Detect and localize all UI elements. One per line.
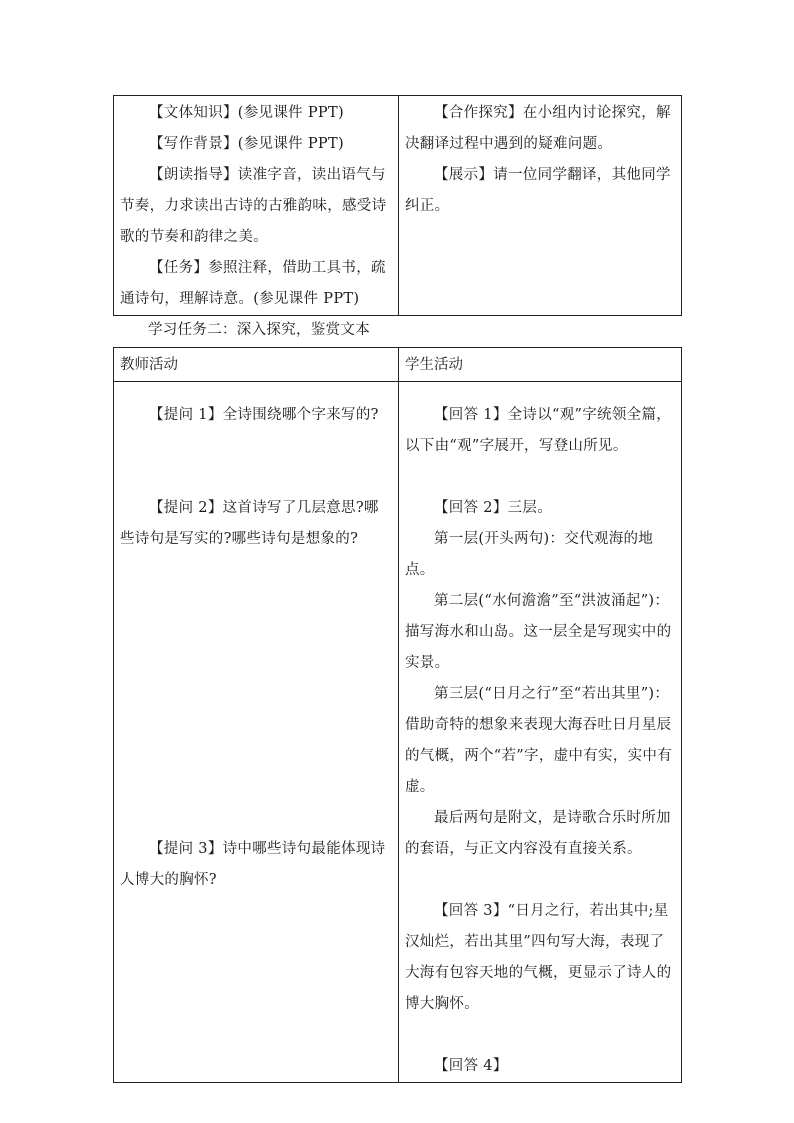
writing-background-item: 【写作背景】(参见课件 PPT) xyxy=(149,136,344,152)
student-activity-cell xyxy=(399,96,682,316)
activity-table-2 xyxy=(113,347,682,1083)
answer-2-layer-1: 第一层(开头两句)：交代观海的地点。 xyxy=(405,531,654,578)
task-2-heading: 学习任务二：深入探究，鉴赏文本 xyxy=(148,322,370,338)
cooperative-inquiry-item: 【合作探究】在小组内讨论探究，解决翻译过程中遇到的疑难问题。 xyxy=(405,105,671,152)
presentation-item: 【展示】请一位同学翻译，其他同学纠正。 xyxy=(405,167,671,214)
question-1: 【提问 1】全诗围绕哪个字来写的? xyxy=(149,407,379,423)
teacher-activity-cell xyxy=(114,382,399,1083)
student-activity-cell xyxy=(399,382,682,1083)
table-row xyxy=(114,96,682,316)
answer-2-layer-3: 第三层(“日月之行”至“若出其里”)：借助奇特的想象来表现大海吞吐日月星辰的气概，两个“若”字，虚中有实，实中有虚。 xyxy=(405,686,673,795)
answer-2-layer-2: 第二层(“水何澹澹”至“洪波涌起”)：描写海水和山岛。这一层全是写现实中的实景。 xyxy=(405,593,672,671)
answer-2: 【回答 2】三层。 xyxy=(434,500,553,516)
answer-2-closing: 最后两句是附文，是诗歌合乐时所加的套语，与正文内容没有直接关系。 xyxy=(405,810,671,857)
answer-4: 【回答 4】 xyxy=(434,1058,508,1074)
answer-3: 【回答 3】“日月之行，若出其中;星汉灿烂，若出其里”四句写大海，表现了大海有包容天地的气概，更显示了诗人的博大胸怀。 xyxy=(405,903,672,1012)
genre-knowledge-item: 【文体知识】(参见课件 PPT) xyxy=(149,105,344,121)
table-header-row xyxy=(114,348,682,382)
header-student-activity: 学生活动 xyxy=(405,357,463,373)
task-item: 【任务】参照注释，借助工具书，疏通诗句，理解诗意。(参见课件 PPT) xyxy=(120,260,386,307)
question-2: 【提问 2】这首诗写了几层意思?哪些诗句是写实的?哪些诗句是想象的? xyxy=(120,500,379,547)
header-student-cell xyxy=(399,348,682,382)
activity-table-1 xyxy=(113,95,682,316)
question-3: 【提问 3】诗中哪些诗句最能体现诗人博大的胸怀? xyxy=(120,841,386,888)
reading-guidance-item: 【朗读指导】读准字音，读出语气与节奏，力求读出古诗的古雅韵味，感受诗歌的节奏和韵律之美。 xyxy=(120,167,387,245)
table-row xyxy=(114,382,682,1083)
header-teacher-activity: 教师活动 xyxy=(120,357,178,373)
teacher-activity-cell xyxy=(114,96,399,316)
header-teacher-cell xyxy=(114,348,399,382)
answer-1: 【回答 1】全诗以“观”字统领全篇，以下由“观”字展开，写登山所见。 xyxy=(405,407,672,454)
